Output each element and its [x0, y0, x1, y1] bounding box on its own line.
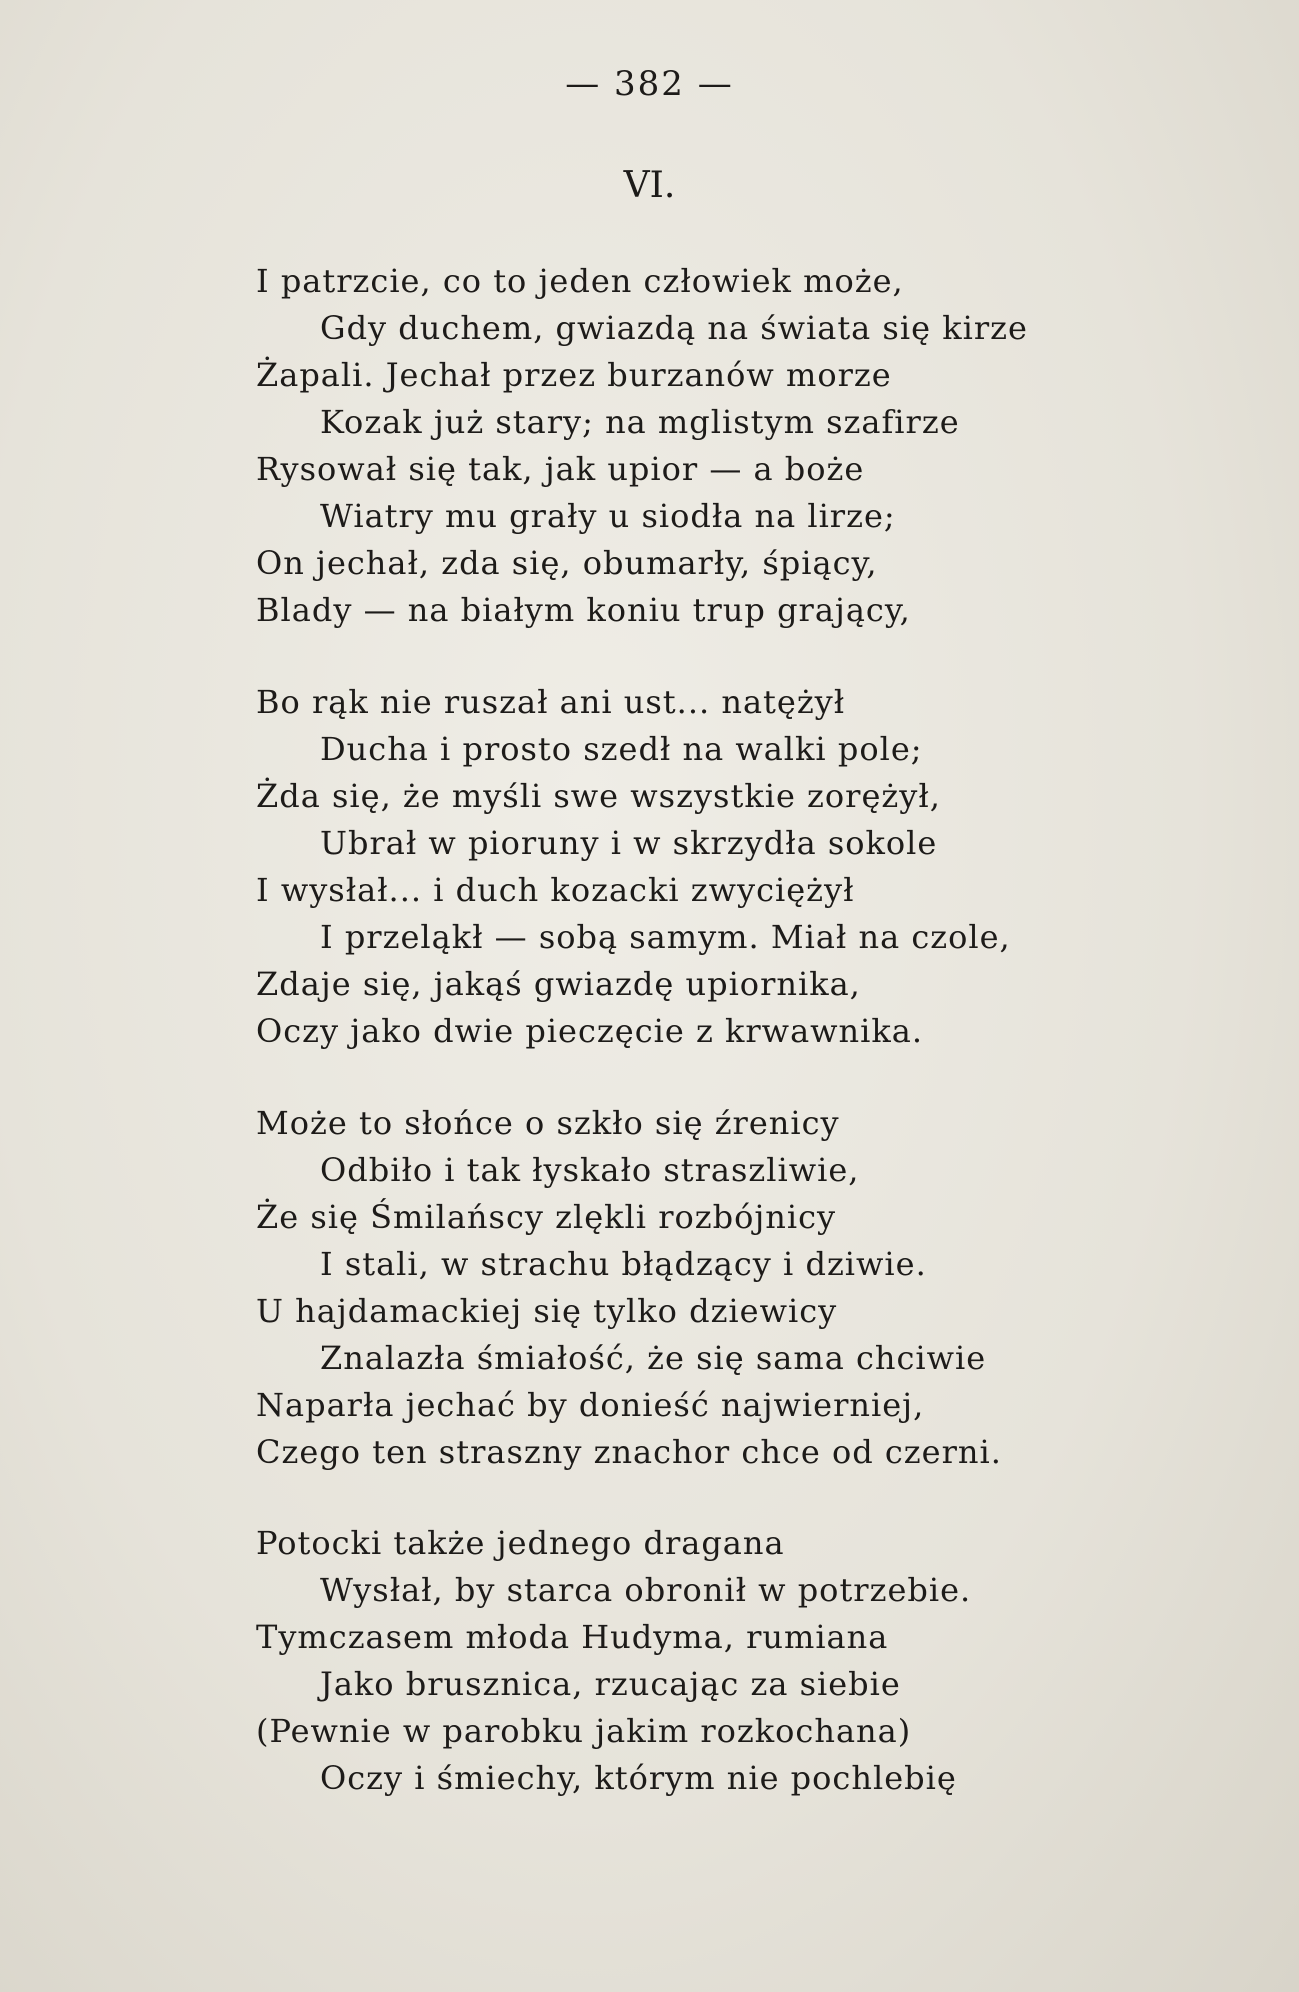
verse-line: Czego ten straszny znachor chce od czerni. [256, 1433, 1002, 1471]
verse-line: Naparła jechać by donieść najwierniej, [256, 1386, 925, 1424]
stanza [256, 679, 1011, 1055]
verse-line: Odbiło i tak łyskało straszliwie, [320, 1151, 860, 1189]
verse-line: Oczy i śmiechy, którym nie pochlebię [320, 1759, 957, 1797]
verse-line: Żapali. Jechał przez burzanów morze [256, 356, 892, 394]
verse-line: Zdaje się, jakąś gwiazdę upiornika, [256, 965, 861, 1003]
verse-line: Że się Śmilańscy zlękli rozbójnicy [256, 1198, 837, 1236]
stanza [256, 258, 1028, 634]
section-heading: VI. [623, 165, 676, 206]
verse-line: Jako brusznica, rzucając za siebie [320, 1665, 901, 1703]
verse-line: I wysłał... i duch kozacki zwyciężył [256, 871, 855, 909]
verse-line: I przeląkł — sobą samym. Miał na czole, [320, 918, 1011, 956]
verse-line: Może to słońce o szkło się źrenicy [256, 1104, 840, 1142]
verse-line: Blady — na białym koniu trup grający, [256, 591, 911, 629]
verse-line: Znalazła śmiałość, że się sama chciwie [320, 1339, 987, 1377]
verse-line: On jechał, zda się, obumarły, śpiący, [256, 544, 878, 582]
verse-line: Kozak już stary; na mglistym szafirze [320, 403, 960, 441]
stanza [256, 1520, 971, 1802]
verse-line: (Pewnie w parobku jakim rozkochana) [256, 1712, 912, 1750]
verse-line: I stali, w strachu błądzący i dziwie. [320, 1245, 927, 1283]
verse-line: I patrzcie, co to jeden człowiek może, [256, 262, 904, 300]
verse-line: Rysował się tak, jak upior — a boże [256, 450, 865, 488]
verse-line: Oczy jako dwie pieczęcie z krwawnika. [256, 1012, 924, 1050]
stanza [256, 1100, 1002, 1476]
verse-line: U hajdamackiej się tylko dziewicy [256, 1292, 838, 1330]
verse-line: Bo rąk nie ruszał ani ust... natężył [256, 683, 846, 721]
verse-line: Wysłał, by starca obronił w potrzebie. [320, 1571, 972, 1609]
verse-line: Ubrał w pioruny i w skrzydła sokole [320, 824, 938, 862]
page-number: — 382 — [565, 64, 734, 104]
verse-line: Ducha i prosto szedł na walki pole; [320, 730, 923, 768]
verse-line: Tymczasem młoda Hudyma, rumiana [256, 1618, 889, 1656]
verse-line: Żda się, że myśli swe wszystkie zorężył, [256, 777, 941, 815]
verse-line: Gdy duchem, gwiazdą na świata się kirze [320, 309, 1028, 347]
verse-line: Wiatry mu grały u siodła na lirze; [320, 497, 896, 535]
verse-line: Potocki także jednego dragana [256, 1524, 785, 1562]
